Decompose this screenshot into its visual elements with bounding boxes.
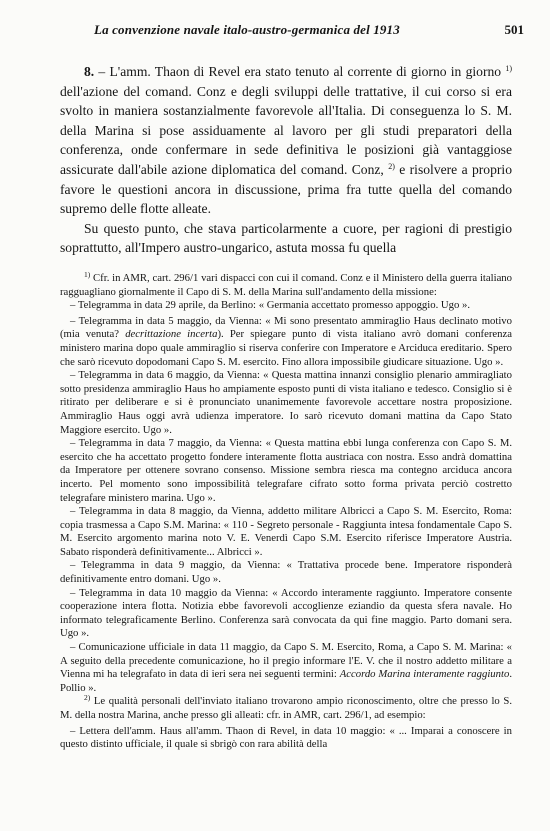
footnote-ref-2: 2) <box>388 161 395 171</box>
telegram-text: ). Per spiegare punto di vista italiano avrò domani conferenza ministero marina dopo quale ammiraglio si riserva conferire con Imperatore e Arciduca ereditario. Spero che sarò ricevuto dopodomani Capo S. M. esercito. Fino allora impossibile giudicare situazione. Ugo ». <box>60 328 512 368</box>
telegram-7-may: – Telegramma in data 7 maggio, da Vienna: « Questa mattina ebbi lunga conferenza con Capo S. M. esercito che ha accettato progetto fondere interamente flotta austriaca con nostra. Esso andrà domattina da Imperatore per ottenere sovrano consenso. Missione sembra riesca ma contegno arciduca ancora incerto. Pel momento sono impossibilità telegrafare cifrato sotto forma privata perciò costretto telegrafare ministero marina. Ugo ». <box>60 437 512 504</box>
footnote-1 <box>60 272 512 299</box>
running-head <box>94 22 524 38</box>
section-number: 8. <box>84 64 95 79</box>
communication-text: . Pollio ». <box>60 668 512 694</box>
telegram-9-may: – Telegramma in data 9 maggio, da Vienna: « Trattativa procede bene. Imperatore risponderà definitivamente entro domani. Ugo ». <box>60 559 512 586</box>
footnote-marker-1: 1) <box>84 270 91 279</box>
page-number: 501 <box>504 22 524 37</box>
italic-quote: Accordo Marina interamente raggiunto <box>339 668 510 681</box>
italic-note: decrittazione incerta <box>125 328 218 341</box>
telegram-5-may <box>60 315 512 369</box>
footnote-text: Le qualità personali dell'inviato italiano trovarono ampio riconoscimento, oltre che presso lo S. M. della nostra Marina, anche presso gli alleati: cfr. in AMR, cart. 296/1, ad esempio: <box>60 695 512 721</box>
footnote-text: Cfr. in AMR, cart. 296/1 vari dispacci con cui il comand. Conz e il Ministero della guerra italiano ragguagliano giornalmente il Capo di S. M. della Marina sull'andamento della missione: <box>60 272 512 298</box>
telegram-text: – Telegramma in data 5 maggio, da Vienna: « Mi sono presentato ammiraglio Haus declinato motivo (mia venuta? <box>60 314 512 341</box>
telegram-10-may: – Telegramma in data 10 maggio da Vienna: « Accordo interamente raggiunto. Imperatore consente cooperazione intera flotta. Notizia ebbe favorevoli accoglienze eziandio da questa sfera navale. Ho informato telegraficamente Berlino. Conferenza sarà convocata da qui fine maggio. Parto domani sera. Ugo ». <box>60 586 512 640</box>
footnote-2 <box>60 695 512 722</box>
footnotes <box>60 272 512 752</box>
communication-11-may <box>60 641 512 695</box>
telegram-8-may: – Telegramma in data 8 maggio, da Vienna, addetto militare Albricci a Capo S. M. Esercito, Roma: copia trasmessa a Capo S.M. Marina: « 110 - Segreto personale - Raggiunta intesa fondamentale Capo S. M. Esercito argomento marina noto V. E. Venerdì Capo S.M. Esercito riferisce Imperatore Austria. Sabato risponderà definitivamente... Albricci ». <box>60 505 512 558</box>
paragraph-2: Su questo punto, che stava particolarmente a cuore, per ragioni di prestigio soprattutto, all'Impero austro-ungarico, astuta mossa fu quella <box>60 220 512 256</box>
running-title: La convenzione navale italo-austro-germanica del 1913 <box>94 22 400 37</box>
main-text <box>60 62 512 258</box>
telegram-6-may: – Telegramma in data 6 maggio, da Vienna: « Questa mattina innanzi consiglio plenario ammiragliato sotto presidenza ammiraglio Haus ho ampiamente esposto punti di vista italiano e tedesco. Consiglio si è ritirato per deliberare e si è pronunciato unanimemente favorevole accettare nostra proposizione. Ammiraglio Haus oggi avrà udienza imperatore. Io sarò ricevuto domani mattina da Capo Stato Maggiore esercito. Ugo ». <box>60 369 512 436</box>
paragraph-text: dell'azione del comand. Conz e degli sviluppi delle trattative, il cui corso si era svolto in maniera sostanzialmente favorevole all'Italia. Di conseguenza lo S. M. della Marina si pose assiduamente al lavoro per gli studi preparatori della conferenza, onde confermare in sede definitiva le posizioni già vantaggiose assicurate dall'abile azione diplomatica del comand. Conz, <box>60 83 512 177</box>
footnote-ref-1: 1) <box>505 64 512 73</box>
paragraph-text: – L'amm. Thaon di Revel era stato tenuto al corrente di giorno in giorno <box>94 64 506 79</box>
footnote-marker-2: 2) <box>84 693 91 703</box>
paragraph-text: e risolvere a proprio favore le questioni ancora in discussione, prima fra tutte quella del comando supremo delle flotte alleate. <box>60 161 512 217</box>
letter-haus: – Lettera dell'amm. Haus all'amm. Thaon di Revel, in data 10 maggio: « ... Imparai a conoscere in questo distinto ufficiale, il quale si sbrigò con rara abilità della <box>60 724 512 751</box>
paragraph-section-8 <box>60 62 512 219</box>
telegram-29-april: – Telegramma in data 29 aprile, da Berlino: « Germania accettato promesso appoggio. Ugo ». <box>70 299 471 312</box>
communication-text: – Comunicazione ufficiale in data 11 maggio, da Capo S. M. Esercito, Roma, a Capo S. M. Marina: « A seguito della precedente comunicazione, ho il pregio informare l'E. V. che il nostro addetto militare a Vienna mi ha telegrafato in data di ieri sera nei seguenti termini: <box>60 641 512 681</box>
